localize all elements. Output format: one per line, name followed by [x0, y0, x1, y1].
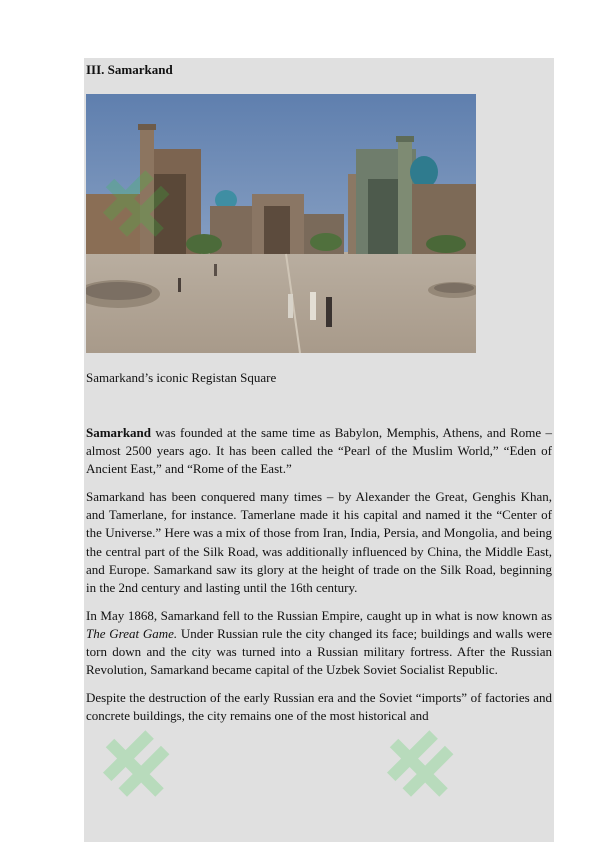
paragraph-3-italic: The Great Game. — [86, 625, 178, 641]
article-body — [86, 424, 552, 735]
registan-square-photo — [86, 94, 476, 353]
paragraph-4: Despite the destruction of the early Russian era and the Soviet “imports” of factories and concrete buildings, the city remains one of the most historical and — [86, 690, 552, 724]
paragraph-1 — [86, 424, 552, 478]
paragraph-2: Samarkand has been conquered many times – by Alexander the Great, Genghis Khan, and Tamerlane, for instance. Tamerlane made it his capital and named it the “Center of the Universe.” Here was a mix of those from Iran, India, Persia, and Mongolia, and being the central part of the Silk Road, was additionally influenced by China, the Middle East, and Europe. Samarkand saw its glory at the height of trade on the Silk Road, beginning in the 2nd century and lasting until the 16th century. — [86, 489, 552, 595]
paragraph-1-text: was founded at the same time as Babylon, Memphis, Athens, and Rome – almost 2500 years ago. It has been called the “Pearl of the Muslim World,” “Eden of Ancient East,” and “Rome of the East.” — [86, 425, 552, 477]
section-title: III. Samarkand — [86, 62, 173, 77]
paragraph-3-text-before: In May 1868, Samarkand fell to the Russian Empire, caught up in what is now known as — [86, 607, 552, 623]
section-header — [86, 62, 552, 78]
paragraph-3 — [86, 607, 552, 679]
figure-caption: Samarkand’s iconic Registan Square — [86, 370, 277, 385]
paragraph-3-text-after: Under Russian rule the city changed its face; buildings and walls were torn down and the city was turned into a Russian military fortress. After the Russian Revolution, Samarkand became capital of the Uzbek Soviet Socialist Republic. — [86, 625, 552, 678]
paragraph-1-lead: Samarkand — [86, 425, 152, 440]
